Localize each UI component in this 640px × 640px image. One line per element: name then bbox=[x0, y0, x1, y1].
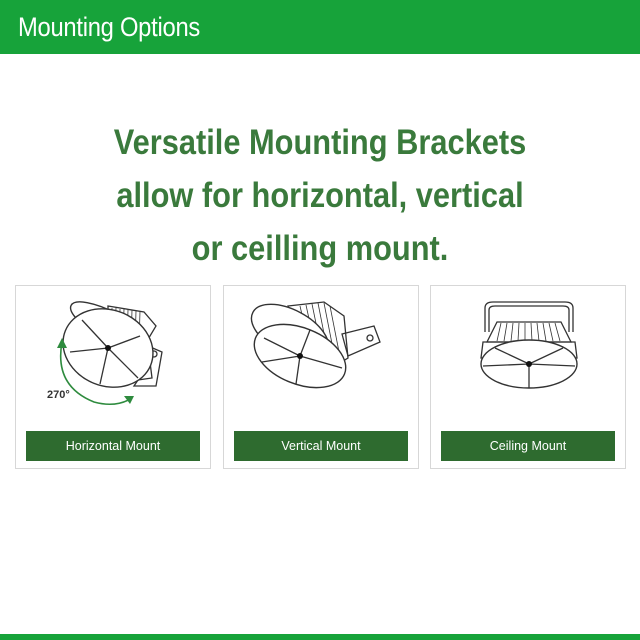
vertical-mount-label: Vertical Mount bbox=[234, 431, 408, 461]
vertical-mount-card bbox=[223, 285, 419, 469]
horizontal-mount-card bbox=[15, 285, 211, 469]
horizontal-mount-label: Horizontal Mount bbox=[26, 431, 200, 461]
header-bar bbox=[0, 0, 640, 54]
headline-line-2: allow for horizontal, vertical bbox=[116, 176, 524, 215]
footer-divider bbox=[0, 634, 640, 640]
ceiling-mount-label: Ceiling Mount bbox=[441, 431, 615, 461]
headline-line-1: Versatile Mounting Brackets bbox=[113, 123, 527, 162]
ceiling-mount-card bbox=[430, 285, 626, 469]
headline-line-3: or ceilling mount. bbox=[191, 229, 449, 268]
rotation-angle-label: 270° bbox=[47, 389, 70, 401]
headline bbox=[0, 116, 640, 275]
section-title: Mounting Options bbox=[18, 12, 201, 42]
